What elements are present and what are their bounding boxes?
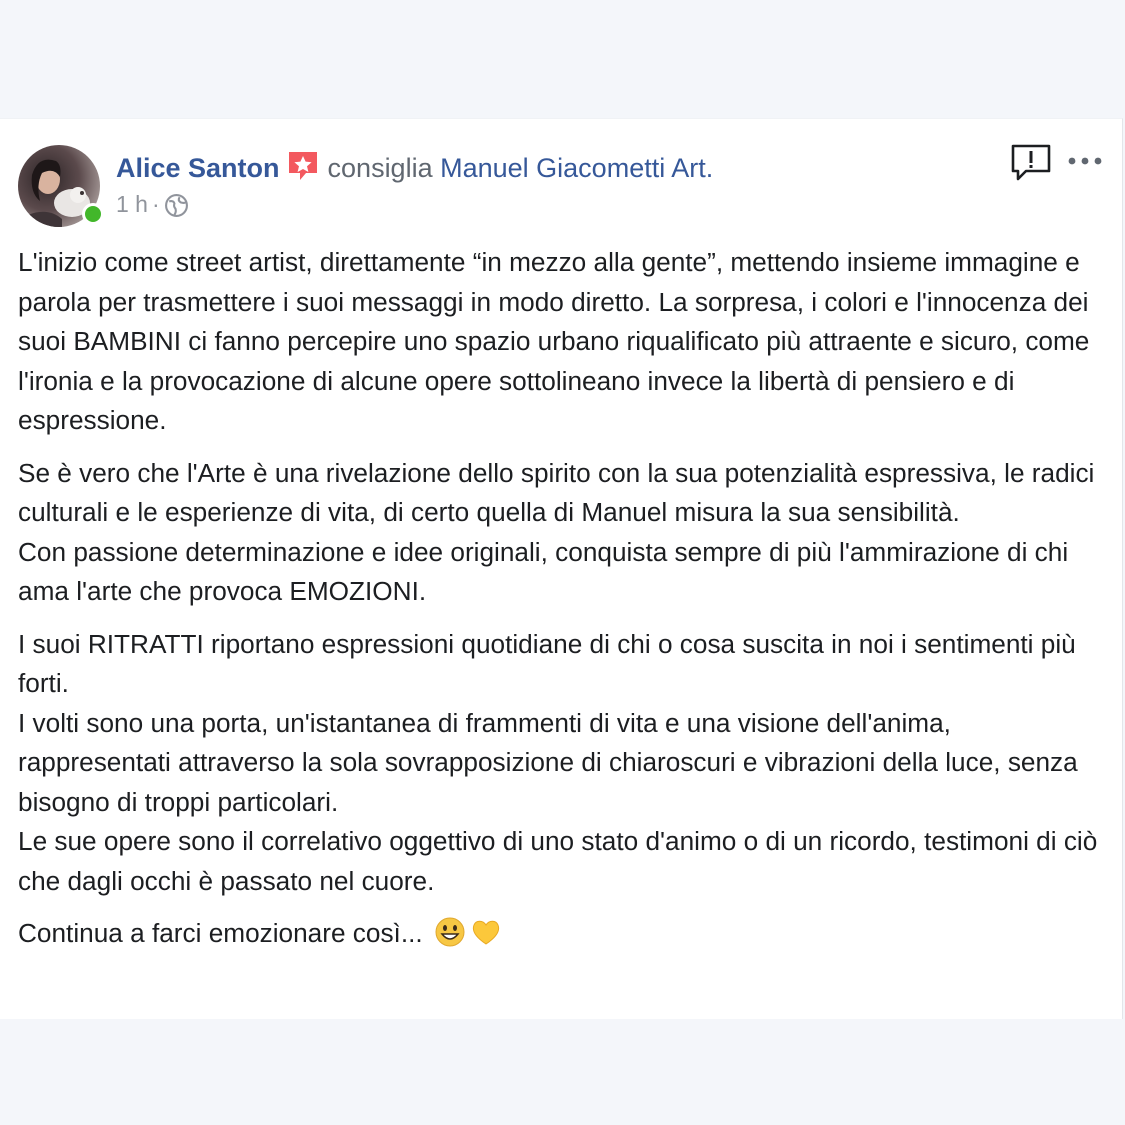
alert-icon[interactable] bbox=[1010, 143, 1052, 183]
action-verb: consiglia bbox=[327, 153, 433, 183]
globe-icon[interactable] bbox=[164, 193, 189, 218]
post-title-line bbox=[116, 149, 713, 185]
more-options-icon[interactable] bbox=[1066, 151, 1106, 171]
author-name-link[interactable]: Alice Santon bbox=[116, 153, 280, 183]
post-body bbox=[18, 243, 1108, 967]
post-paragraph: L'inizio come street artist, direttamente “in mezzo alla gente”, mettendo insieme immagine e parola per trasmettere i suoi messaggi in modo diretto. La sorpresa, i colori e l'innocenza dei suoi BAMBINI ci fanno percepire uno spazio urbano riqualificato più attraente e sicuro, come l'ironia e la provocazione di alcune opere sottolineano invece la libertà di pensiero e di espressione. bbox=[18, 247, 1090, 435]
post-header bbox=[0, 119, 1122, 219]
post-timestamp[interactable]: 1 h bbox=[116, 191, 148, 217]
smiley-face-icon bbox=[434, 916, 466, 948]
yellow-heart-icon bbox=[470, 916, 502, 948]
post-closing-line bbox=[18, 914, 1108, 954]
online-status-indicator bbox=[82, 203, 104, 225]
recommended-page-link[interactable]: Manuel Giacometti Art. bbox=[440, 153, 714, 183]
meta-separator: · bbox=[151, 191, 160, 217]
recommendation-star-icon bbox=[286, 149, 320, 183]
post-card bbox=[0, 118, 1123, 1019]
post-meta bbox=[116, 191, 189, 218]
post-paragraph: Se è vero che l'Arte è una rivelazione dello spirito con la sua potenzialità espressiva, le radici culturali e le esperienze di vita, di certo quella di Manuel misura la sua sensibilità. Con passione determinazione e idee originali, conquista sempre di più l'ammirazione di chi ama l'arte che provoca EMOZIONI. bbox=[18, 457, 1095, 606]
post-closing-text: Continua a farci emozionare così... bbox=[18, 918, 423, 948]
post-paragraph: I suoi RITRATTI riportano espressioni quotidiane di chi o cosa suscita in noi i sentimenti più forti. I volti sono una porta, un'istantanea di frammenti di vita e una visione dell'anima, rappresentati attraverso la sola sovrapposizione di chiaroscuri e vibrazioni della luce, senza bisogno di troppi particolari. Le sue opere sono il correlativo oggettivo di uno stato d'animo o di un ricordo, testimoni di ciò che dagli occhi è passato nel cuore. bbox=[18, 628, 1098, 896]
